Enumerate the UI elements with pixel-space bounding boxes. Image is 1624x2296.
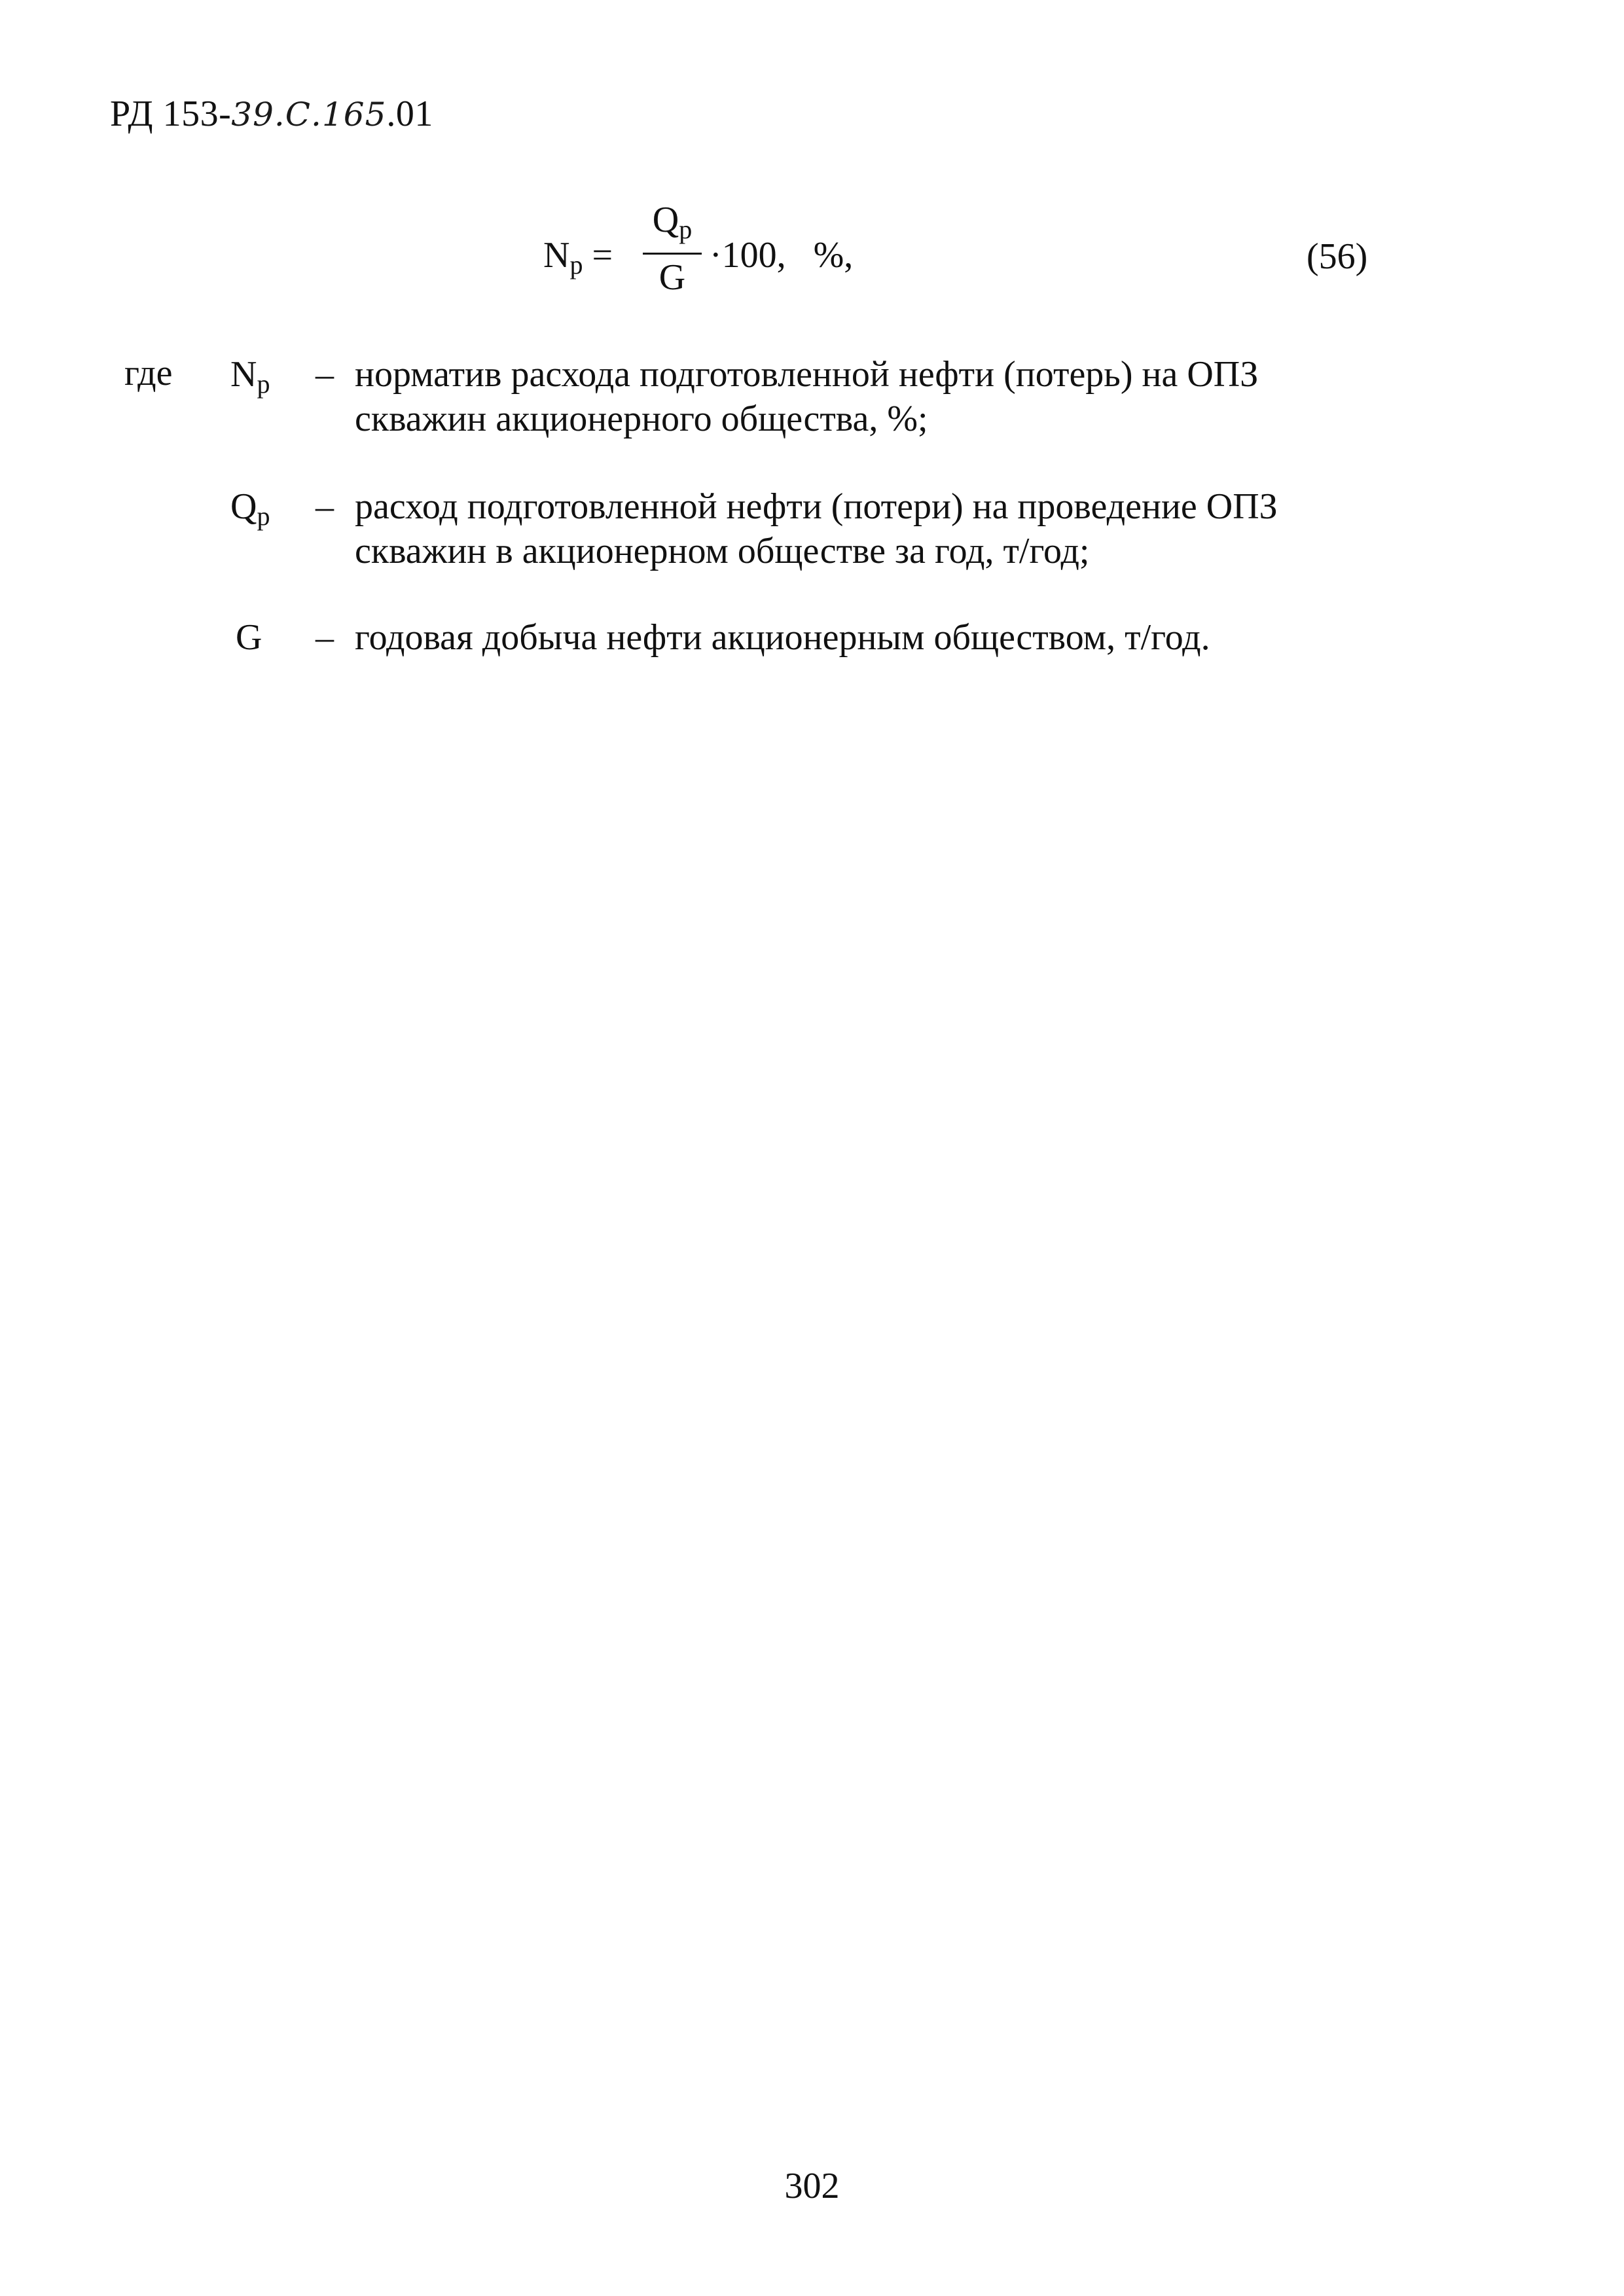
where-label: где [124, 353, 173, 393]
formula-unit: %, [813, 235, 854, 276]
symbol-letter: G [236, 617, 262, 658]
symbol-letter: N [230, 354, 257, 395]
definition-line-2: скважин в акционерном обществе за год, т/год; [355, 531, 1090, 571]
definition-line-2: скважин акционерного общества, %; [355, 399, 928, 439]
definition-dash: – [316, 486, 334, 527]
document-code-suffix: .01 [386, 94, 433, 134]
formula-lhs-subscript: p [569, 250, 583, 279]
document-code-prefix: РД 153- [110, 94, 232, 134]
document-code-handwritten: 39.С.165 [231, 96, 387, 134]
definition-symbol [230, 484, 270, 539]
definition-line-1: расход подготовленной нефти (потери) на проведение ОПЗ [355, 486, 1278, 527]
formula-lhs-symbol: N [543, 235, 570, 276]
fraction-numerator [643, 199, 702, 245]
definition-dash: – [316, 354, 334, 395]
page-number: 302 [784, 2166, 840, 2206]
document-code [110, 96, 433, 132]
definition-text [355, 484, 1612, 573]
equation-number: (56) [1307, 236, 1368, 277]
formula-equals: = [592, 235, 613, 276]
definition-symbol [230, 352, 270, 406]
numerator-symbol: Q [652, 200, 679, 240]
fraction-bar [643, 253, 702, 255]
symbol-subscript: p [257, 501, 270, 531]
formula-fraction [643, 196, 702, 301]
definition-line-1: годовая добыча нефти акционерным обществом, т/год. [355, 617, 1210, 658]
symbol-subscript: p [257, 369, 270, 399]
symbol-letter: Q [230, 486, 257, 527]
fraction-denominator: G [659, 257, 686, 298]
formula-56 [543, 196, 871, 301]
numerator-subscript: p [679, 215, 693, 244]
definition-line-1: норматив расхода подготовленной нефти (потерь) на ОПЗ [355, 354, 1259, 395]
definition-symbol [236, 615, 262, 660]
formula-rhs [710, 234, 853, 276]
definition-text [355, 615, 1612, 660]
formula-lhs [543, 234, 613, 280]
definition-text [355, 352, 1612, 441]
formula-multiplier: ·100, [710, 235, 786, 276]
definition-dash: – [316, 617, 334, 658]
